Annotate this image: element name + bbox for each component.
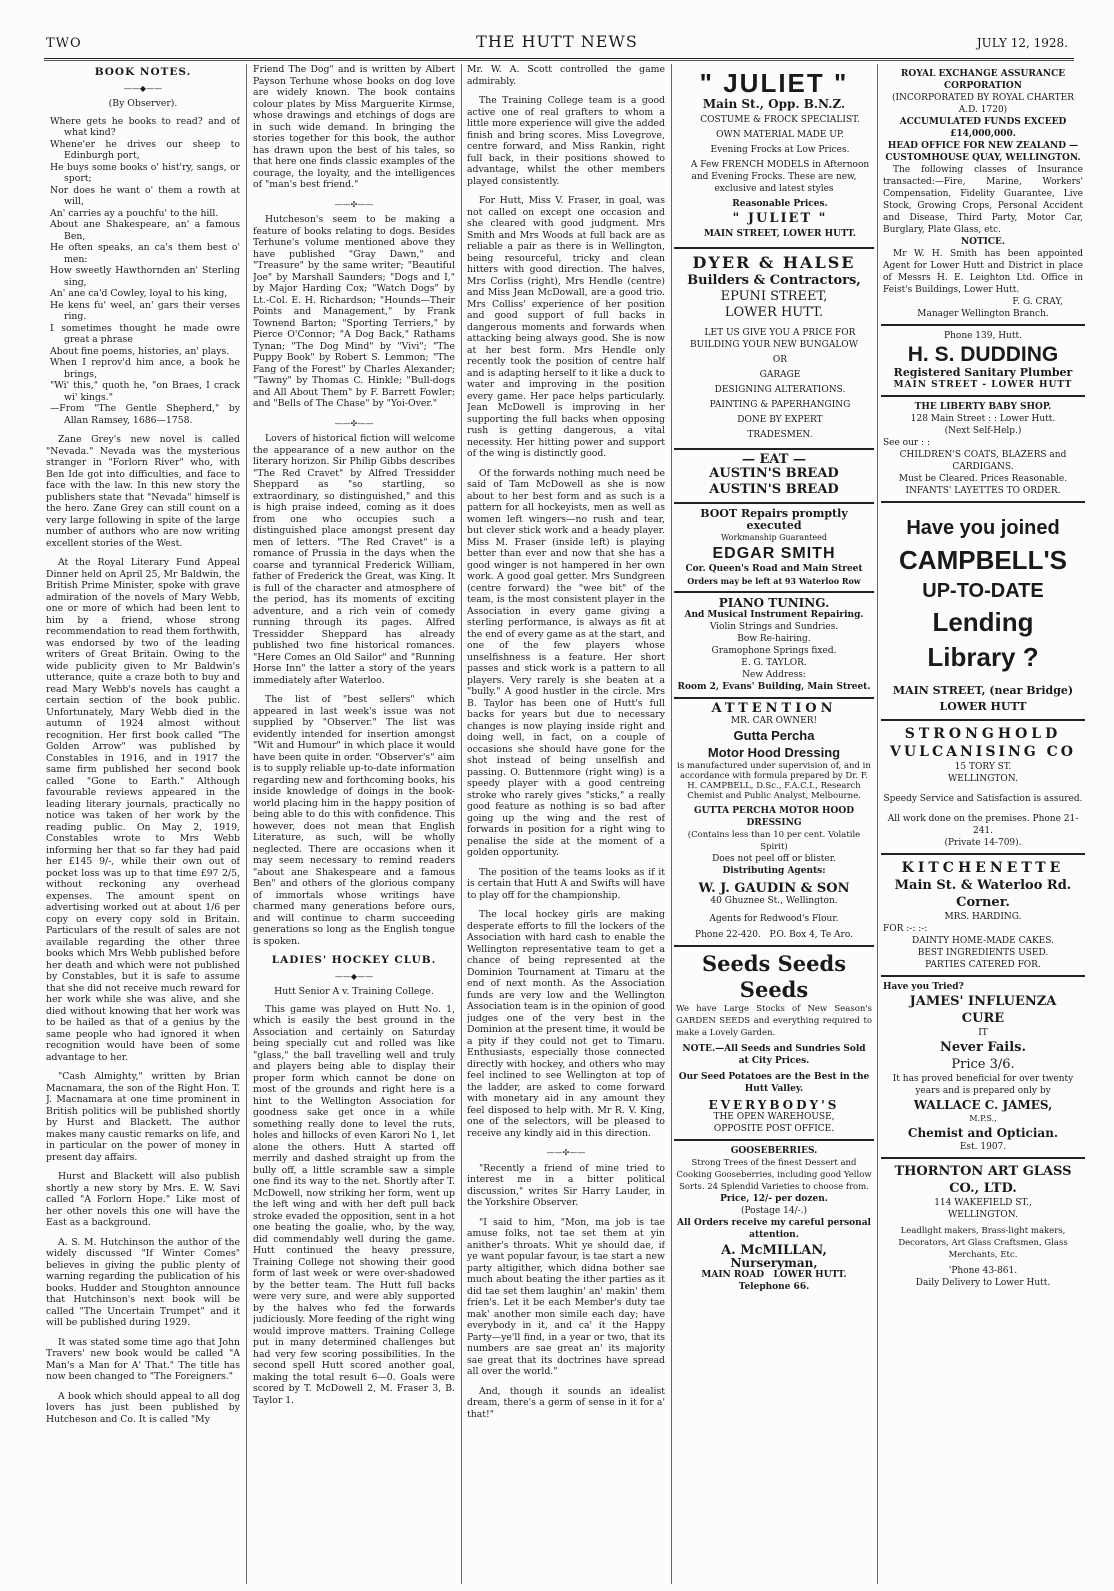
ad-line: THE OPEN WAREHOUSE, [713,1112,835,1122]
ad-line: Main St. & Waterloo Rd. [894,878,1072,893]
ad-line: M.P.S., [969,1114,997,1123]
ad-line: Cor. Queen's Road and Main Street [685,564,863,574]
column-book-notes [46,64,240,1584]
ad-line: LET US GIVE YOU A PRICE FOR BUILDING YOUR NEW BUNGALOW [690,328,858,350]
ad-heading: PIANO TUNING. [718,596,830,610]
ad-austins-bread [674,450,874,504]
poem-line: Nor does he want o' them a rowth at will, [50,184,240,207]
ad-line: Agents for Redwood's Flour. [709,914,839,924]
poem-line: Whene'er he drives our sheep to Edinburgh port, [50,138,240,161]
column-two [253,64,455,1584]
ad-gutta-percha [674,699,874,947]
ad-royal-exchange [881,64,1085,326]
paragraph: The list of "best sellers" which appeared in last week's issue was not supplied by "Observer." The list was evidently intended for insertion amongst "Wit and Humour" in which place it would have been quite in order. "Observer's" aim is to supply reliable up-to-date information regarding new and forthcoming books, his inside knowledge of doings in the book-world placing him in the happy position of being able to do this with confidence. This however, does not mean that English Literature, as such, will be wholly neglected. There are occasions when it may seem necessary to remind readers "about ane Shakespeare and a famous Ben" and others of the glorious company of immortals whose writings have charmed many generations before ours, and will continue to charm succeeding generations so long as the English tongue is spoken. [253,694,455,947]
ad-line: DESIGNING ALTERATIONS. [714,385,846,395]
ad-line: AUSTIN'S BREAD [709,482,839,497]
ad-line: NOTE.—All Seeds and Sundries Sold at City Prices. [682,1044,866,1066]
poem-line: How sweetly Hawthornden an' Sterling sing, [50,265,240,288]
poem-line: "Wi' this," quoth he, "on Braes, I crack wi' kings." [50,380,240,403]
ad-line: TRADESMEN. [747,430,813,440]
ad-line: PAINTING & PAPERHANGING [709,400,851,410]
ad-heading: Seeds Seeds Seeds [701,951,847,1002]
poem-line: An' carries ay a pouchfu' to the hill. [50,207,219,219]
ad-heading: EDGAR SMITH [712,545,836,562]
ad-heading: ROYAL EXCHANGE ASSURANCE CORPORATION [900,69,1066,91]
ad-line: LOWER HUTT. [773,1270,847,1280]
ad-line: Chemist and Optician. [907,1126,1059,1140]
ad-line: All Orders receive my careful personal attention. [677,1218,871,1240]
ad-heading: ATTENTION [711,701,837,716]
ad-heading: JAMES' INFLUENZA [909,994,1057,1009]
ad-heading: GOOSEBERRIES. [730,1146,818,1156]
column-divider [461,64,462,1584]
ad-line: MRS. HARDING. [944,912,1022,922]
paragraph: Hurst and Blackett will also publish shortly a new story by Mrs. E. W. Savi called "A Forlorn Hope." Like most of her other novels this one will have the East as a background. [46,1171,240,1228]
ornament: ——◆—— [123,83,163,93]
ad-heading: " JULIET " [699,68,849,98]
ad-line: EVERYBODY'S [708,1098,840,1112]
ad-line: CHILDREN'S COATS, BLAZERS and CARDIGANS. [899,450,1067,472]
ad-line: PARTIES CATERED FOR. [925,960,1041,970]
ad-line: Never Fails. [939,1040,1027,1055]
poem [46,116,240,427]
ad-address: Main St., Opp. B.N.Z. [702,97,846,111]
paragraph: Lovers of historical fiction will welcome the appearance of a new author on the literary horizon. Sir Philip Gibbs describes "The Red Cravet" by Alfred Tressidder Sheppard as "so startling, so extraordinary, so distinguished," and this is high praise indeed, coming as it does from one who occupies such a distinguished place amongst present day men of letters. "The Red Cravet" is a romance of Prussia in the days when the coarse and tyrannical Frederick William, father of Frederick the Great, was King. It is full of the character and atmosphere of the period, has its moments of exciting adventure, and a rich vein of comedy running through its pages. Alfred Tressidder Sheppard has already published two fine historical romances. "Here Comes an Old Sailor" and "Running Horse Inn" the latter a story of the years immediately after Waterloo. [253,433,455,686]
ad-line: 114 WAKEFIELD ST., [934,1198,1032,1208]
ad-line: Have you joined [906,517,1060,539]
ad-kitchenette [881,855,1085,977]
ad-line: W. J. GAUDIN & SON [698,881,850,896]
poem-line: He often speaks, an ca's them best o' men: [50,242,240,265]
poem-line: When I reprov'd him ance, a book he brings, [50,357,240,380]
column-three [467,64,665,1584]
ad-line: Gutta Percha [733,728,815,743]
ad-line: IT [978,1028,988,1038]
ad-edgar-smith [674,504,874,593]
ornament: ——✣—— [334,418,374,428]
ad-heading: CO., LTD. [949,1181,1017,1196]
ad-line: Our Seed Potatoes are the Best in the Hutt Valley. [678,1072,870,1094]
ad-dyer-halse [674,249,874,450]
ornament: ——✣—— [546,1148,586,1157]
subheading: Hutt Senior A v. Training College. [274,986,434,997]
ad-line: WELLINGTON. [948,1210,1018,1220]
ad-line: And Musical Instrument Repairing. [684,610,864,620]
paragraph: Friend The Dog" and is written by Albert Payson Terhune whose books on dog love are widely known. The book contains colour plates by Miss Marguerite Kirmse, whose drawings and etchings of dogs are in such wide demand. In bringing the stories together for this book, the author has drawn upon the best of his tales, so that here one finds classic examples of the courage, the loyalty, and the intelligences of "man's best friend." [253,64,455,190]
ad-line: Phone 22-420. [695,930,761,940]
ad-heading: CAMPBELL'S [899,545,1067,575]
ad-line: is manufactured under supervision of, and in accordance with formula prepared by Dr. F. H. CAMPBELL, D.Sc., F.A.C.I., Research Chemist and Public Analyst, Melbourne. [677,761,871,801]
header-rule [44,58,1074,61]
column-divider [877,64,878,1584]
paragraph: A. S. M. Hutchinson the author of the widely discussed "If Winter Comes" believes in giving the public plenty of warning regarding the publication of his books. Hudder and Stoughton announce that Hutchinson's next book will be called "The Uncertain Trumpet" and it will be published during 1929. [46,1236,240,1328]
ad-line: 'Phone 43-861. [948,1266,1018,1276]
ad-line: (Private 14-709). [944,838,1022,848]
ad-line: UP-TO-DATE [922,580,1044,602]
poem-line: Where gets he books to read? and of what kind? [50,115,240,138]
ad-line: Speedy Service and Satisfaction is assured. [883,794,1083,804]
ad-line: Nurseryman, [730,1256,818,1270]
ad-line: 128 Main Street : : Lower Hutt. [910,414,1056,424]
ad-line: (Contains less than 10 per cent. Volatile Spirit) [687,830,861,852]
ad-line: NOTICE. [960,237,1006,247]
paragraph: Zane Grey's new novel is called "Nevada." Nevada was the mysterious stranger in "Forlorn River" who, with Ben Ide got into difficulties, and face to face with the law. In this new story the publishers state that "Nevada" himself is the hero. Zane Grey can still count on a very large following in spite of the large number of authors who are now writing excellent stories of the West. [46,434,240,549]
ad-line: ACCUMULATED FUNDS EXCEED £14,000,000. [899,117,1067,139]
ad-line: Builders & Contractors, [687,273,861,288]
poem-line: About fine poems, histories, an' plays. [50,345,230,357]
ad-liberty-baby-shop [881,397,1085,503]
ad-line: (Postage 14/-.) [740,1206,808,1216]
ad-line: COSTUME & FROCK SPECIALIST. [700,115,860,125]
ad-line: Price 3/6. [951,1057,1015,1072]
poem-line: He buys some books o' hist'ry, sangs, or sport; [50,161,240,184]
ad-line: OWN MATERIAL MADE UP. [716,130,844,140]
ad-stronghold [881,721,1085,855]
ad-heading: CURE [961,1011,1005,1026]
paragraph: It was stated some time ago that John Travers' new book would be called "A Man's a Man for A' That." The title has now been changed to "The Foreigners." [46,1336,240,1382]
ad-line: OPPOSITE POST OFFICE. [713,1124,835,1134]
ad-line: BEST INGREDIENTS USED. [917,948,1049,958]
ad-line: P.O. Box 4, Te Aro. [769,930,853,940]
paragraph: The Training College team is a good active one of real grafters to whom a little more experience will give the added finish and bring scores. Miss Lovegrove, centre forward, and Miss Rankin, right full back, in their positions showed to advantage, whilst the other members played consistently. [467,95,665,187]
poem-line: I sometimes thought he made owre great a phrase [50,322,240,345]
ad-line: GARAGE [759,370,801,380]
ad-line: 15 TORY ST. [954,762,1012,772]
page-number: TWO [46,36,82,51]
ad-line: We have Large Stocks of New Season's GARDEN SEEDS and everything required to make a Lovely Garden. [676,1004,872,1038]
poem-line: About ane Shakespeare, an' a famous Ben, [50,219,240,242]
ad-heading: KITCHENETTE [901,860,1065,876]
ad-campbells-library [881,503,1085,721]
ad-heading: THORNTON ART GLASS [894,1164,1072,1179]
paragraph: A book which should appeal to all dog lovers has just been published by Hutcheson and Co. It is called "My [46,1390,240,1425]
ad-line: Motor Hood Dressing [707,745,841,760]
ornament: ——◆—— [334,971,374,981]
ad-piano-tuning [674,593,874,699]
ad-line: EPUNI STREET, [720,289,828,304]
paragraph: And, though it sounds an idealist dream, there's a germ of sense in it for a' that!" [467,1385,665,1420]
paragraph: "Cash Almighty," written by Brian Macnamara, the son of the Right Hon. T. J. Macnamara at one time prominent in British politics will be published shortly by Hurst and Blackett. The author makes many caustic remarks on life, and in particular on the power of money in present day affairs. [46,1071,240,1163]
ad-line: INFANTS' LAYETTES TO ORDER. [905,486,1061,496]
ad-line: GUTTA PERCHA MOTOR HOOD DRESSING [693,806,855,828]
page-header [0,0,1114,62]
ad-line: MAIN STREET, (near Bridge) [892,684,1074,697]
ad-heading: DYER & HALSE [692,253,856,272]
ad-line: (INCORPORATED BY ROYAL CHARTER A.D. 1720) [891,93,1075,115]
ad-line: Library ? [927,642,1039,672]
ad-line: New Address: [742,670,806,680]
ad-line: OR [772,355,788,365]
ad-heading: H. S. DUDDING [907,343,1059,366]
ad-line: WELLINGTON. [948,774,1018,784]
ad-line: Leadlight makers, Brass-light makers, Decorators, Art Glass Craftsmen, Glass Merchants, Etc. [898,1226,1068,1260]
ad-line: BOOT Repairs promptly executed [700,507,848,532]
ad-line: Evening Frocks at Low Prices. [710,145,850,155]
ad-line: E. G. TAYLOR. [741,658,807,668]
ad-line: HEAD OFFICE FOR NEW ZEALAND —CUSTOMHOUSE QUAY, WELLINGTON. [885,141,1081,163]
ad-line: Manager Wellington Branch. [917,309,1049,319]
issue-date: JULY 12, 1928. [976,36,1068,50]
column-ads-right [881,64,1085,1584]
ad-line: Registered Sanitary Plumber [893,366,1073,379]
ad-line: The following classes of Insurance transacted:—Fire, Marine, Workers' Compensation, Fidelity Guarantee, Live Stock, Growing Crops, Personal Accident and Disease, Third Party, Motor Car, Burglary, Plate Glass, etc. [883,165,1083,235]
ad-line: MR. CAR OWNER! [730,716,818,726]
ad-dudding [881,326,1085,397]
ad-line: Price, 12/- per dozen. [720,1194,828,1204]
ad-line: Violin Strings and Sundries. [709,622,839,632]
ad-line: AUSTIN'S BREAD [709,466,839,481]
ad-line: Room 2, Evans' Building, Main Street. [677,682,871,692]
ad-line: DONE BY EXPERT [737,415,823,425]
section-title: BOOK NOTES. [94,66,192,78]
ad-line: Mr W. H. Smith has been appointed Agent for Lower Hutt and District in place of Messrs H. E. Leighton Ltd. Office in Feist's Buildings, Lower Hutt. [883,249,1083,295]
masthead-title: THE HUTT NEWS [476,32,638,51]
paragraph: The local hockey girls are making desperate efforts to fill the lockers of the Association with hard cash to enable the Wellington representative team to get a chance of being represented at the Dominion Tournament at Timaru at the end of next month. As the Association funds are very low and the Wellington Association team is in the opinion of good judges one of the very best in the Dominion at the present time, it would be a pity if they could not get to Timaru. Enthusiasts, especially those connected directly with hockey, and others who may feel inclined to see Wellington at top of the ladder, are asked to come forward with monetary aid in any amount they feel disposed to help with. Mr R. V. King, one of the selectors, will be pleased to receive any kindly aid in this direction. [467,909,665,1139]
ad-line: Lending [932,607,1034,637]
ad-line: A. McMILLAN, [721,1243,827,1258]
poem-line: An' ane ca'd Cowley, loyal to his king, [50,288,228,299]
ad-line: Strong Trees of the finest Dessert and Cooking Gooseberries, including good Yellow Sorts. 24 Splendid Varieties to choose from. [676,1158,872,1192]
ad-line: MAIN STREET, LOWER HUTT. [703,229,857,239]
ad-line: DAINTY HOME-MADE CAKES. [912,936,1054,946]
ad-line: Daily Delivery to Lower Hutt. [915,1278,1051,1288]
paragraph: The position of the teams looks as if it is certain that Hutt A and Swifts will have to play off for the championship. [467,866,665,901]
paragraph: "I said to him, "Mon, ma job is tae amuse folks, not tae set them at yin anither's throats. Whit ye should dae, if ye want popular favour, is tae start a new party altigither, which didna bother sae much about beating the ither parties as it did tae set them laughin' an' makin' them frien's. Let it be each Member's duty tae mak' another mon simile each day; have everybody in it, and ca' it the Happy Party—ye'll find, in a year or two, that its numbers are sae great an' its majority sae great that its doctrines have spread all over the world." [467,1216,665,1377]
paragraph: "Recently a friend of mine tried to interest me in a bitter political discussion," writes Sir Harry Lauder, in the Yorkshire Observer. [467,1162,665,1208]
paragraph: Of the forwards nothing much need be said of Tam McDowell as she is now about to her best form and as such is a pattern for all hockeyists, men as well as women left wingers—no rush and tear, but clever stick work and a heady player. Miss M. Fraser (inside left) is playing better than ever and now that she has a good winger is not hampered in her own work. A good goal getter. Mrs Sundgreen (centre forward) the "wee bit" of the team, is the most consistent player in the Association in every game giving a sterling performance, is always as fit at the end of every game as at the start, and one of the few players whose unselfishness is a feature. Her short passes and stick work is a pattern to all players. Very rarely is she beaten at a "bully." A good hustler in the circle. Mrs B. Taylor has been one of Hutt's full backs for years but due to necessary changes is now playing inside right and doing well, in fact, on a couple of occasions she should have gone for the shot instead of being unselfish and passing. O. Buttenmore (right wing) is a speedy player with a good centreing stroke who rarely gives "sticks," a really good feature as nothing is so bad after going up the wing and the rest of forwards in position for a right wing to penalise the side at the moment of a golden opportunity. [467,467,665,858]
ad-line: Does not peel off or blister. [712,854,836,864]
ad-heading: VULCANISING CO [890,744,1076,760]
ad-heading: THE LIBERTY BABY SHOP. [914,402,1052,412]
column-divider [246,64,247,1584]
ad-line: Gramophone Springs fixed. [711,646,837,656]
ad-line: Orders may be left at 93 Waterloo Row [687,576,861,586]
ad-thornton-art-glass [881,1159,1085,1293]
ad-line: See our : : [883,438,930,448]
ad-line: " JULIET " [732,211,828,226]
column-ads-left [674,64,874,1584]
ad-line: Phone 139, Hutt. [944,331,1022,341]
ad-line: LOWER HUTT. [724,305,824,320]
ad-line: Bow Re-hairing. [737,634,811,644]
paragraph: Hutcheson's seem to be making a feature of books relating to dogs. Besides Terhune's volume mentioned above they have published "Gray Dawn," and "Treasure" by the same writer; "Beautiful Joe" by Marshall Saunders; "Dogs and I," by Major Harding Cox; "Watch Dogs" by Lt.-Col. E. H. Richardson; "Hounds—Their Points and Management," by Frank Townend Barton; "Sporting Terriers," by Pierce O'Connor; "A Dog Back," Rathams Tynan; "The Dog Mind" by "Vivi"; "The Puppy Book" by Robert S. Lemmon; "The Fang of the Forest" by Charles Alexander; "Tawny" by Thomas C. Hinkle; "Bull-dogs and All About Them" by F. Barrett Fowler; and "Bells of The Chase" by "Yoi-Over." [253,214,455,409]
ad-line: It has proved beneficial for over twenty years and is prepared only by [892,1074,1074,1096]
ad-line: WALLACE C. JAMES, [913,1098,1053,1112]
ad-mcmillan [674,1141,874,1297]
ad-line: LOWER HUTT [939,700,1027,713]
ad-line: Corner. [956,895,1010,910]
ad-line: Must be Cleared. Prices Reasonable. [898,474,1068,484]
ad-juliet [674,64,874,249]
ad-line: F. G. CRAY, [1012,297,1063,307]
ad-line: — EAT — [741,452,806,467]
byline: (By Observer). [108,98,178,109]
ad-line: 40 Ghuznee St., Wellington. [710,896,838,906]
ad-heading: STRONGHOLD [904,726,1062,742]
paragraph: At the Royal Literary Fund Appeal Dinner held on April 25, Mr Baldwin, the British Prime Minister, spoke with grave admiration of the novels of Mary Webb, one or more of which had been lent to him by a friend, whose strong recommendation to read them forthwith, was endorsed by two of the leading writers of Great Britain. Owing to the wide publicity given to Mr Baldwin's utterance, quite a craze both to buy and read Mary Webb's novels has caught a certain section of the book public. Unfortunately, Mary Webb died in the autumn of 1924 almost without recognition. Her first book called "The Golden Arrow" was published by Constables in 1916, and in 1917 the same firm published her second book called "Gone to Earth." Although favourable reviews appeared in the leading literary journals, practically no notice was taken of her work by the reading public. On May 2, 1919, Constables wrote to Mrs Webb informing her that so far they had paid her £145 9/-, while their own out of pocket loss was up to that time £97 2/5, without reckoning any overhead expenses. The amount spent on advertising worked out at about 1/6 per copy on every copy sold in Britain. Particulars of the result of sales are not available regarding the other three books which Mrs Webb published before her death and which were not published by Constables, but it is safe to assume that she did not receive much reward for her work while she was alive, and she died without knowing that her work was to be hailed as that of a genius by the same people who had ignored it when recognition would have been of some advantage to her. [46,557,240,1063]
ad-line: MAIN STREET - LOWER HUTT [893,380,1073,390]
ad-line: FOR :-: :-: [883,924,928,934]
ad-line: Workmanship Guaranteed [720,533,828,542]
ad-line: Reasonable Prices. [732,199,828,209]
ad-line: MAIN ROAD [701,1270,765,1280]
ad-line: Est. 1907. [959,1142,1007,1152]
ad-line: (Next Self-Help.) [944,426,1022,436]
ad-line: A Few FRENCH MODELS in Afternoon and Evening Frocks. These are new, exclusive and latest styles [690,160,870,194]
paragraph: For Hutt, Miss V. Fraser, in goal, was not called on except one occasion and she cleared with good judgment. Mrs Smith and Mrs Woods at full back are as reliable a pair as there is in Wellington, being resourceful, tricky and clean hitters with good direction. The halves, Mrs Corliss (right), Mrs Hendle (centre) and Miss Jean McDowall, are a good trio. Mrs Colliss' experience of her position and good support of full backs in dangerous moments and forwards when attacking being always good. She is now at her best form. Mrs Hendle only recently took the position of centre half and is adapting herself to it like a duck to water and improving in the position every game. Her pace helps particularly. Jean McDowell is improving in her supporting the full backs when opposing rush is getting dangerous, a vital necessity. Her hitting power and support of the wing is distinctly good. [467,195,665,459]
column-divider [671,64,672,1584]
ornament: ——✣—— [334,199,374,209]
ad-line: Have you Tried? [883,982,964,992]
ad-line: All work done on the premises. Phone 21-241. [887,814,1079,836]
poem-line: He kens fu' weel, an' gars their verses ring. [50,299,240,322]
ad-everybodys [674,947,874,1141]
ad-line: Telephone 66. [738,1282,810,1292]
ad-line: Distributing Agents: [722,866,826,876]
paragraph: Mr. W. A. Scott controlled the game admirably. [467,64,665,87]
ad-james-influenza [881,977,1085,1159]
section-title: LADIES' HOCKEY CLUB. [271,954,437,966]
poem-line: —From "The Gentle Shepherd," by Allan Ramsey, 1686—1758. [50,403,240,426]
paragraph: This game was played on Hutt No. 1, which is easily the best ground in the Association and certainly on Saturday being specially cut and rolled was like "glass," the ball travelling well and truly and players being able to display their proper form which cannot be done on most of the grounds and right here is a hint to the Wellington Association for goodness sake get once in a while something really done to level the ruts, holes and hillocks of even Karori No 1, let alone the others. Hutt A started off merrily and dashed straight up from the bully off, a little scramble saw a simple one find its way to the net. Shortly after T. McDowell, now striking her form, went up the left wing and with her deft pull back stroke evaded the opposition, sent in a hot one beating the goalie, who, by the way, did commendably well during the game. Hutt continued the heavy pressure, Training College not showing their good form of last week or were over-shadowed by the better team. The Hutt full backs were very sure, and were ably supported by the halves who fed the forwards judiciously. More feeding of the right wing would improve matters. Training College put in many determined challenges but had very few scoring possibilities. In the second spell Hutt scored another goal, making the total result 6—0. Goals were scored by T. McDowell 2, M. Fraser 3, B. Taylor 1. [253,1003,455,1406]
